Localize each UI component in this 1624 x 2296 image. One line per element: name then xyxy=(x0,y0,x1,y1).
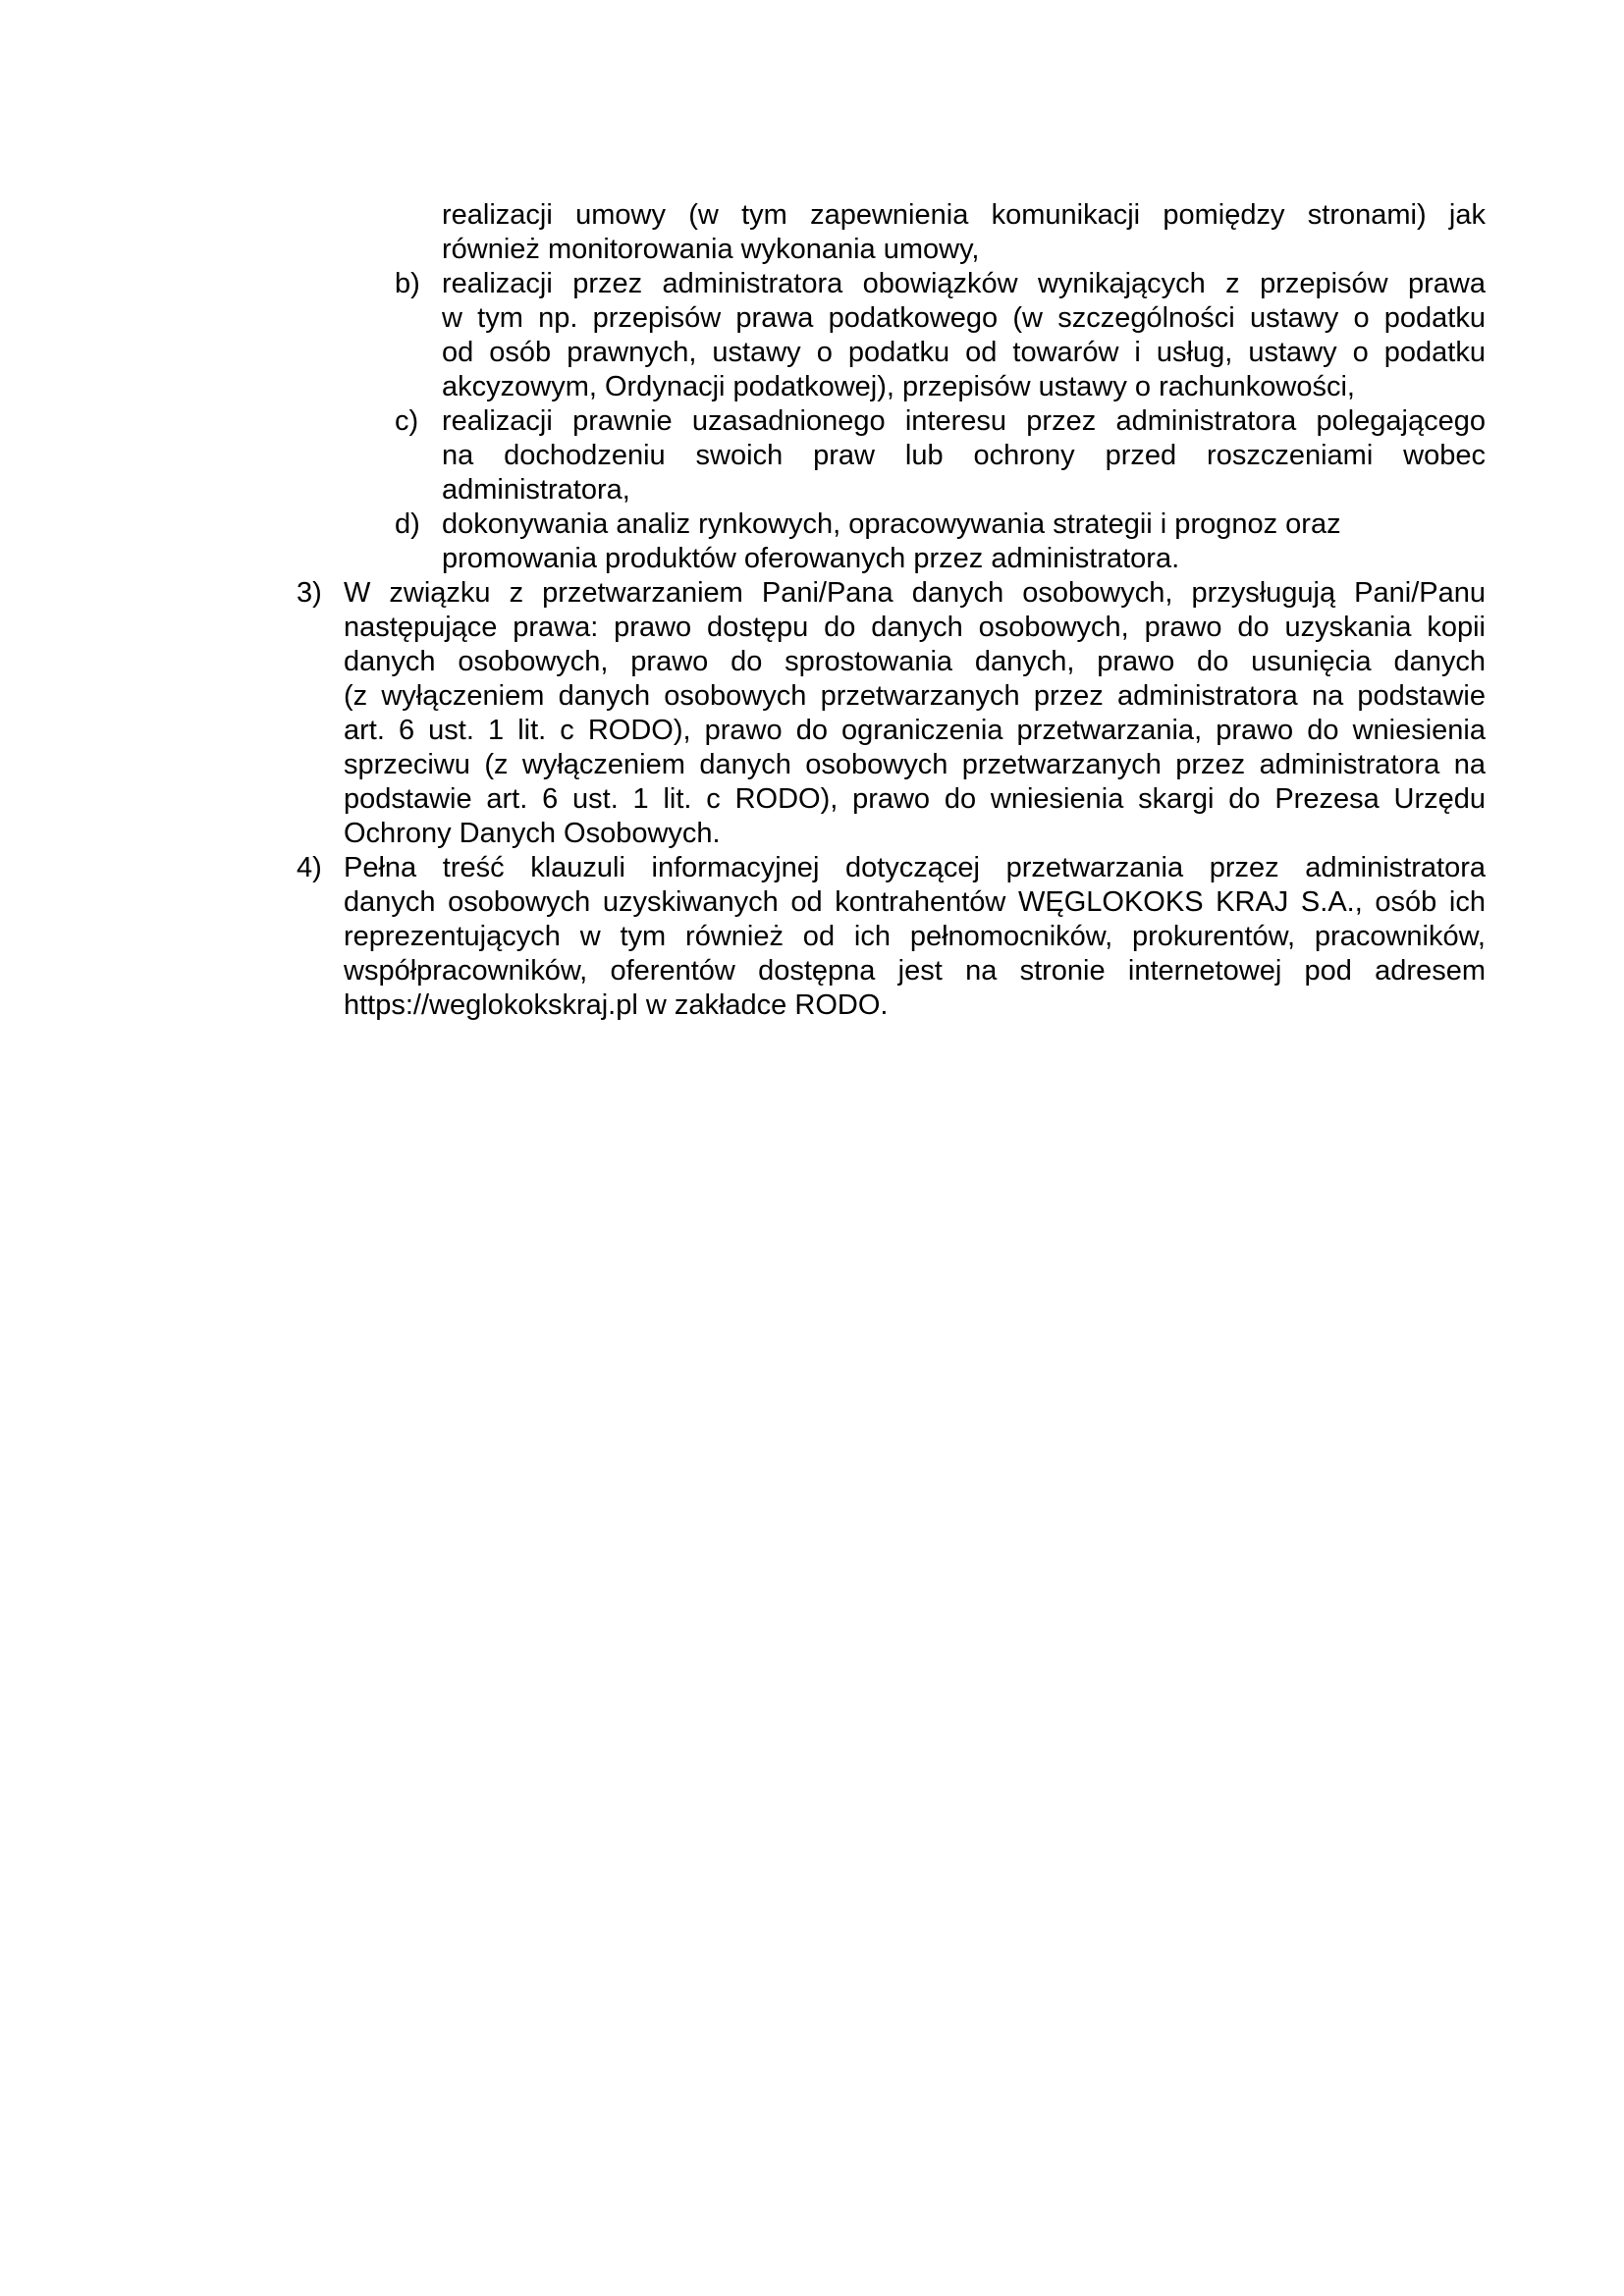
list-item-text xyxy=(442,267,1486,404)
text-line: w tym np. przepisów prawa podatkowego (w szczególności ustawy o podatku xyxy=(442,302,1486,334)
text-line: akcyzowym, Ordynacji podatkowej), przepisów ustawy o rachunkowości, xyxy=(442,371,1355,402)
list-marker: d) xyxy=(395,508,420,540)
list-item xyxy=(395,507,1486,576)
list-item-text xyxy=(344,576,1486,851)
text-line: Ochrony Danych Osobowych. xyxy=(344,818,721,849)
text-line: administratora, xyxy=(442,474,630,506)
text-line: Pełna treść klauzuli informacyjnej dotyczącej przetwarzania przez administratora xyxy=(344,852,1486,883)
list-marker xyxy=(395,198,442,267)
text-line: na dochodzeniu swoich praw lub ochrony przed roszczeniami wobec xyxy=(442,440,1486,471)
list-item-text xyxy=(442,404,1486,507)
list-item xyxy=(395,198,1486,267)
text-line: W związku z przetwarzaniem Pani/Pana danych osobowych, przysługują Pani/Panu xyxy=(344,577,1486,609)
text-line: promowania produktów oferowanych przez administratora. xyxy=(442,543,1180,574)
list-marker: 4) xyxy=(297,852,322,883)
list-marker: b) xyxy=(395,268,420,299)
text-line: danych osobowych uzyskiwanych od kontrahentów WĘGLOKOKS KRAJ S.A., osób ich xyxy=(344,886,1486,918)
list-item xyxy=(297,851,1486,1023)
text-line: reprezentujących w tym również od ich pełnomocników, prokurentów, pracowników, xyxy=(344,921,1486,952)
text-line: współpracowników, oferentów dostępna jest na stronie internetowej pod adresem xyxy=(344,955,1486,987)
text-line: danych osobowych, prawo do sprostowania danych, prawo do usunięcia danych xyxy=(344,646,1486,677)
text-line: następujące prawa: prawo dostępu do danych osobowych, prawo do uzyskania kopii xyxy=(344,612,1486,643)
list-item xyxy=(395,267,1486,404)
text-line: art. 6 ust. 1 lit. c RODO), prawo do ograniczenia przetwarzania, prawo do wniesienia xyxy=(344,715,1486,746)
list-item xyxy=(395,404,1486,507)
list-item-text xyxy=(442,507,1486,576)
list-marker: 3) xyxy=(297,577,322,609)
text-line: dokonywania analiz rynkowych, opracowywania strategii i prognoz oraz xyxy=(442,508,1341,540)
text-line: sprzeciwu (z wyłączeniem danych osobowych przetwarzanych przez administratora na xyxy=(344,749,1486,780)
text-line: (z wyłączeniem danych osobowych przetwarzanych przez administratora na podstawie xyxy=(344,680,1486,712)
text-line: od osób prawnych, ustawy o podatku od towarów i usług, ustawy o podatku xyxy=(442,337,1486,368)
list-item-text xyxy=(442,198,1486,267)
text-line: realizacji przez administratora obowiązków wynikających z przepisów prawa xyxy=(442,268,1486,299)
text-line: https://weglokokskraj.pl w zakładce RODO. xyxy=(344,989,889,1021)
document-body xyxy=(297,198,1486,1023)
text-line: realizacji prawnie uzasadnionego interesu przez administratora polegającego xyxy=(442,405,1486,437)
text-line: również monitorowania wykonania umowy, xyxy=(442,234,980,265)
list-item-text xyxy=(344,851,1486,1023)
list-item xyxy=(297,576,1486,851)
list-marker: c) xyxy=(395,405,419,437)
text-line: realizacji umowy (w tym zapewnienia komunikacji pomiędzy stronami) jak xyxy=(442,199,1486,231)
text-line: podstawie art. 6 ust. 1 lit. c RODO), prawo do wniesienia skargi do Prezesa Urzędu xyxy=(344,783,1486,815)
